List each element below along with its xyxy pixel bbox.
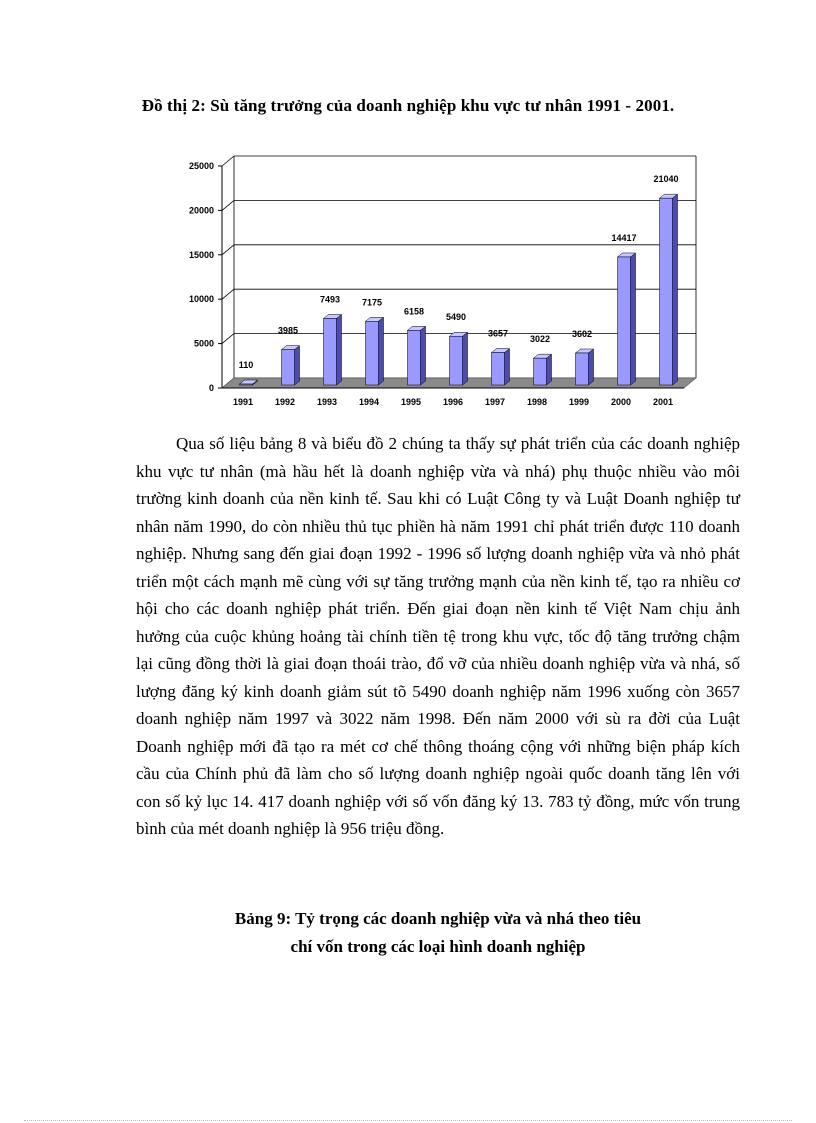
bar-side <box>631 253 636 385</box>
x-tick-label: 2001 <box>652 397 674 407</box>
x-tick-label: 1993 <box>316 397 338 407</box>
x-tick-label: 1998 <box>526 397 548 407</box>
bar <box>534 354 552 385</box>
y-tick-label: 20000 <box>188 205 214 216</box>
bar-front <box>408 330 421 385</box>
gridline-side <box>222 200 234 210</box>
bar <box>576 349 594 385</box>
bar-value-label: 21040 <box>653 174 679 185</box>
bar-value-label: 3985 <box>277 325 299 336</box>
x-tick-label: 1996 <box>442 397 464 407</box>
bar <box>492 349 510 385</box>
bar-value-label: 5490 <box>445 312 467 323</box>
bar <box>408 326 426 385</box>
y-tick-label: 15000 <box>188 249 214 260</box>
bar-side <box>673 194 678 385</box>
bar-front <box>492 353 505 385</box>
bar-front <box>282 350 295 385</box>
bar-value-label: 7175 <box>361 297 383 308</box>
bar-side <box>337 314 342 385</box>
bar-front <box>534 358 547 385</box>
gridline-side <box>222 289 234 299</box>
bar <box>660 194 678 385</box>
bar <box>450 332 468 385</box>
bar-side <box>421 326 426 385</box>
x-tick-label: 1992 <box>274 397 296 407</box>
x-tick-label: 2000 <box>610 397 632 407</box>
bar-value-label: 3022 <box>529 334 551 345</box>
bar-side <box>379 317 384 385</box>
bar-chart <box>170 150 710 418</box>
bar <box>282 346 300 385</box>
bar <box>618 253 636 385</box>
page-bottom-rule <box>24 1120 792 1121</box>
bar-front <box>618 257 631 385</box>
y-tick-label: 10000 <box>188 294 214 305</box>
bar-side <box>547 354 552 385</box>
bar-value-label: 3657 <box>487 328 509 339</box>
body-paragraph-text: Qua số liệu bảng 8 và biểu đồ 2 chúng ta thấy sự phát triển của các doanh nghiệp khu vực tư nhân (mà hầu hết là doanh nghiệp vừa và nhá) phụ thuộc nhiều vào môi trường kinh doanh của nền kinh tế. Sau khi có Luật Công ty và Luật Doanh nghiệp tư nhân năm 1990, do còn nhiều thủ tục phiền hà năm 1991 chỉ phát triển được 110 doanh nghiệp. Nhưng sang đến giai đoạn 1992 - 1996 số lượng doanh nghiệp vừa và nhỏ phát triển một cách mạnh mẽ cùng với sự tăng trưởng mạnh của nền kinh tế, tạo ra nhiều cơ hội cho các doanh nghiệp phát triển. Đến giai đoạn nền kinh tế Việt Nam chịu ảnh hưởng của cuộc khủng hoảng tài chính tiền tệ trong khu vực, tốc độ tăng trưởng chậm lại cũng đồng thời là giai đoạn thoái trào, đổ vỡ của nhiều doanh nghiệp vừa và nhá, số lượng đăng ký kinh doanh giảm sút tõ 5490 doanh nghiệp năm 1996 xuống còn 3657 doanh nghiệp năm 1997 và 3022 năm 1998. Đến năm 2000 với sù ra đời của Luật Doanh nghiệp mới đã tạo ra mét cơ chế thông thoáng cộng với những biện pháp kích cầu của Chính phủ đã làm cho số lượng doanh nghiệp ngoài quốc doanh tăng lên với con số kỷ lục 14. 417 doanh nghiệp với số vốn đăng ký 13. 783 tỷ đồng, mức vốn trung bình của mét doanh nghiệp là 956 triệu đồng. <box>136 434 740 838</box>
chart-title: Đồ thị 2: Sù tăng trưởng của doanh nghiệp khu vực tư nhân 1991 - 2001. <box>141 96 675 115</box>
x-tick-label: 1991 <box>232 397 254 407</box>
bar-front <box>324 318 337 385</box>
chart-labels <box>189 161 679 407</box>
bar-value-label: 7493 <box>319 294 341 305</box>
bar-value-label: 14417 <box>611 232 637 243</box>
bar-side <box>463 332 468 385</box>
bar-side <box>295 346 300 385</box>
y-tick-label: 0 <box>208 383 214 393</box>
gridline-side <box>222 334 234 344</box>
body-paragraph <box>136 430 740 843</box>
bar-value-label: 6158 <box>403 306 425 317</box>
x-tick-label: 1997 <box>484 397 506 407</box>
y-tick-label: 25000 <box>188 161 214 171</box>
gridline-side <box>222 156 234 166</box>
x-tick-label: 1995 <box>400 397 422 407</box>
table-caption-line-2: chí vốn trong các loại hình doanh nghiệp <box>290 937 586 956</box>
bar-side <box>589 349 594 385</box>
bar-front <box>576 353 589 385</box>
y-tick-label: 5000 <box>193 338 214 349</box>
bar-front <box>366 321 379 385</box>
bar-side <box>505 349 510 385</box>
table-caption <box>136 905 740 961</box>
bar-front <box>450 336 463 385</box>
x-tick-label: 1999 <box>568 397 590 407</box>
bar <box>366 317 384 385</box>
table-caption-line-1: Bảng 9: Tỷ trọng các doanh nghiệp vừa và nhá theo tiêu <box>234 909 642 928</box>
bar-front <box>240 384 253 385</box>
x-tick-label: 1994 <box>358 397 380 407</box>
bar <box>324 314 342 385</box>
gridline-side <box>222 245 234 255</box>
bar-value-label: 110 <box>238 360 254 371</box>
bar-value-label: 3602 <box>571 329 593 340</box>
bar-front <box>660 198 673 385</box>
